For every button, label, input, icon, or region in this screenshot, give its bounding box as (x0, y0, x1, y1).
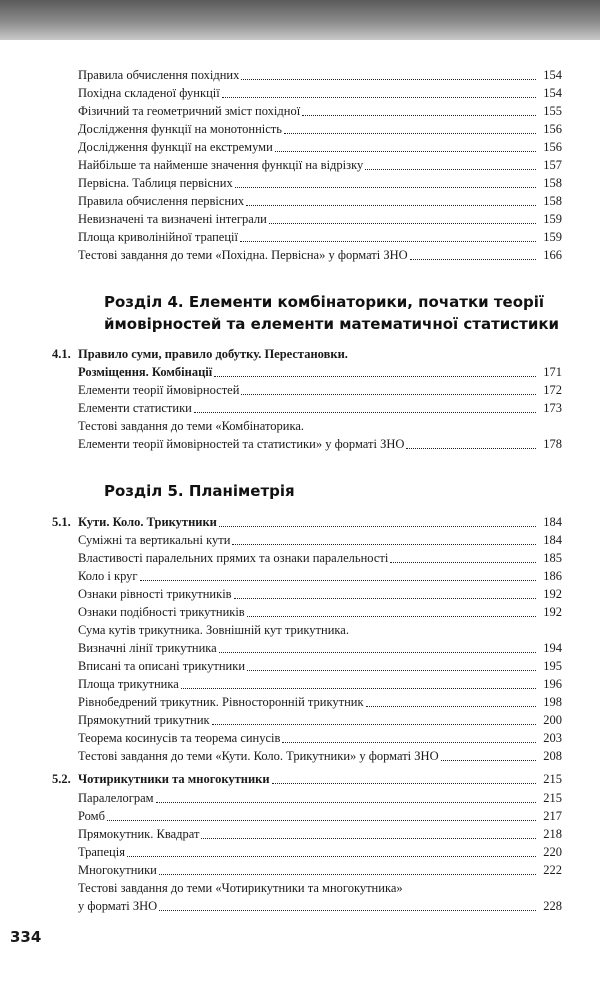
page-number: 334 (10, 928, 42, 946)
toc-entry[interactable] (78, 122, 562, 137)
toc-entry[interactable] (78, 176, 562, 191)
subsection-title-line1[interactable]: Правило суми, правило добутку. Перестановки. (78, 347, 348, 361)
subsection-number: 4.1. (52, 347, 71, 361)
toc-entry[interactable] (78, 641, 562, 656)
toc-entry-title: Дослідження функції на монотонність (78, 122, 282, 136)
dot-leader (275, 151, 536, 152)
toc-entry-page: 228 (543, 899, 562, 913)
dot-leader (241, 394, 536, 395)
toc-entry-page: 220 (543, 845, 562, 859)
toc-entry-page: 156 (543, 122, 562, 136)
toc-entry-page: 154 (543, 86, 562, 100)
dot-leader (156, 802, 536, 803)
toc-entry-title: у форматі ЗНО (78, 899, 158, 913)
toc-entry[interactable] (78, 569, 562, 584)
toc-entry-page: 185 (543, 551, 562, 565)
toc-subsection-entry[interactable] (78, 772, 562, 787)
toc-entry[interactable] (78, 104, 562, 119)
toc-entry-title: Ромб (78, 809, 105, 823)
toc-entry-title: Правила обчислення похідних (78, 68, 240, 82)
toc-entry[interactable] (78, 194, 562, 209)
toc-entry-page: 184 (543, 515, 562, 529)
toc-entry[interactable] (78, 749, 562, 764)
toc-entry-title: Паралелограм (78, 791, 154, 805)
toc-entry-page: 198 (543, 695, 562, 709)
toc-entry[interactable] (78, 230, 562, 245)
dot-leader (366, 706, 536, 707)
toc-entry-page: 203 (543, 731, 562, 745)
toc-entry-title-line1[interactable]: Тестові завдання до теми «Чотирикутники та многокутника» (78, 881, 403, 895)
toc-entry-title: Властивості паралельних прямих та ознаки паралельності (78, 551, 389, 565)
toc-entry-title: Тестові завдання до теми «Кути. Коло. Трикутники» у форматі ЗНО (78, 749, 439, 763)
dot-leader (219, 526, 536, 527)
dot-leader (240, 241, 536, 242)
toc-entry[interactable] (78, 383, 562, 398)
toc-entry-title: Елементи теорії ймовірностей та статистики» у форматі ЗНО (78, 437, 405, 451)
subsection-number: 5.2. (52, 772, 71, 786)
section-heading-4-line1: Розділ 4. Елементи комбінаторики, початки теорії (104, 293, 545, 311)
toc-entry[interactable] (78, 551, 562, 566)
toc-entry-page: 196 (543, 677, 562, 691)
dot-leader (365, 169, 536, 170)
toc-entry-page: 156 (543, 140, 562, 154)
toc-entry-page: 173 (543, 401, 562, 415)
toc-entry-page: 192 (543, 605, 562, 619)
toc-entry[interactable] (78, 212, 562, 227)
toc-entry-page: 166 (543, 248, 562, 262)
toc-entry-page: 200 (543, 713, 562, 727)
toc-entry-title: Коло і круг (78, 569, 138, 583)
toc-entry[interactable] (78, 86, 562, 101)
toc-entry[interactable] (78, 827, 562, 842)
toc-entry[interactable] (78, 605, 562, 620)
toc-entry-page: 195 (543, 659, 562, 673)
toc-entry[interactable] (78, 533, 562, 548)
dot-leader (269, 223, 536, 224)
toc-entry-page: 172 (543, 383, 562, 397)
toc-entry-title: Ознаки подібності трикутників (78, 605, 245, 619)
toc-entry-page: 159 (543, 212, 562, 226)
toc-entry-page: 154 (543, 68, 562, 82)
toc-entry-title: Вписані та описані трикутники (78, 659, 246, 673)
section-heading-5: Розділ 5. Планіметрія (104, 482, 295, 500)
toc-entry-page: 158 (543, 176, 562, 190)
subsection-number: 5.1. (52, 515, 71, 529)
toc-entry-title: Найбільше та найменше значення функції на відрізку (78, 158, 364, 172)
toc-entry-title: Фізичний та геометричний зміст похідної (78, 104, 301, 118)
toc-entry-page: 186 (543, 569, 562, 583)
dot-leader (235, 187, 536, 188)
toc-entry-title: Похідна складеної функції (78, 86, 220, 100)
toc-entry-page: 192 (543, 587, 562, 601)
dot-leader (232, 544, 536, 545)
toc-entry[interactable] (78, 713, 562, 728)
toc-entry-page: 178 (543, 437, 562, 451)
toc-entry-title: Елементи статистики (78, 401, 192, 415)
toc-entry[interactable] (78, 437, 562, 452)
toc-entry-title: Елементи теорії ймовірностей (78, 383, 240, 397)
toc-subsection-entry[interactable] (78, 515, 562, 530)
toc-entry-title: Тестові завдання до теми «Похідна. Первісна» у форматі ЗНО (78, 248, 408, 262)
dot-leader (159, 910, 536, 911)
toc-entry[interactable] (78, 587, 562, 602)
dot-leader (284, 133, 536, 134)
dot-leader (247, 670, 536, 671)
toc-entry-title: Теорема косинусів та теорема синусів (78, 731, 281, 745)
dot-leader (222, 97, 536, 98)
toc-entry-page: 215 (543, 772, 562, 786)
toc-entry-title: Суміжні та вертикальні кути (78, 533, 231, 547)
dot-leader (302, 115, 536, 116)
dot-leader (441, 760, 536, 761)
toc-entry-page: 171 (543, 365, 562, 379)
toc-entry-title: Правила обчислення первісних (78, 194, 245, 208)
toc-entry[interactable] (78, 809, 562, 824)
toc-entry-page: 208 (543, 749, 562, 763)
toc-entry[interactable] (78, 731, 562, 746)
dot-leader (127, 856, 536, 857)
toc-subsection-entry[interactable] (78, 365, 562, 380)
section-heading-4-line2: ймовірностей та елементи математичної статистики (104, 315, 560, 333)
toc-entry-title: Прямокутний трикутник (78, 713, 210, 727)
dot-leader (212, 724, 536, 725)
toc-entry-title: Кути. Коло. Трикутники (78, 515, 217, 529)
toc-entry-page: 194 (543, 641, 562, 655)
toc-entry[interactable] (78, 863, 562, 878)
dot-leader (181, 688, 536, 689)
dot-leader (234, 598, 536, 599)
dot-leader (159, 874, 536, 875)
dot-leader (272, 783, 536, 784)
dot-leader (214, 376, 536, 377)
toc-entry[interactable] (78, 140, 562, 155)
toc-entry-title: Розміщення. Комбінації (78, 365, 213, 379)
toc-entry-title: Ознаки рівності трикутників (78, 587, 232, 601)
toc-entry-page: 222 (543, 863, 562, 877)
dot-leader (107, 820, 536, 821)
dot-leader (282, 742, 536, 743)
toc-entry-title: Прямокутник. Квадрат (78, 827, 200, 841)
toc-entry[interactable] (78, 899, 562, 914)
toc-entry[interactable] (78, 68, 562, 83)
toc-entry-title: Площа криволінійної трапеції (78, 230, 238, 244)
toc-entry-title: Первісна. Таблиця первісних (78, 176, 233, 190)
toc-entry-title: Площа трикутника (78, 677, 179, 691)
toc-entry[interactable] (78, 659, 562, 674)
dot-leader (140, 580, 536, 581)
toc-entry-page: 155 (543, 104, 562, 118)
toc-entry[interactable] (78, 401, 562, 416)
toc-entry-page: 215 (543, 791, 562, 805)
toc-entry-title: Визначні лінії трикутника (78, 641, 217, 655)
dot-leader (406, 448, 536, 449)
toc-entry[interactable] (78, 791, 562, 806)
dot-leader (241, 79, 536, 80)
toc-entry-page: 157 (543, 158, 562, 172)
toc-entry-page: 158 (543, 194, 562, 208)
toc-entry[interactable] (78, 677, 562, 692)
dot-leader (201, 838, 536, 839)
toc-entry-page: 217 (543, 809, 562, 823)
toc-entry[interactable] (78, 248, 562, 263)
toc-entry-title: Чотирикутники та многокутники (78, 772, 270, 786)
toc-entry-title: Невизначені та визначені інтеграли (78, 212, 267, 226)
toc-entry-title: Многокутники (78, 863, 157, 877)
dot-leader (390, 562, 536, 563)
toc-entry-page: 159 (543, 230, 562, 244)
toc-entry-title: Рівнобедрений трикутник. Рівносторонній трикутник (78, 695, 364, 709)
toc-entry-page: 184 (543, 533, 562, 547)
toc-entry-title-line1[interactable]: Тестові завдання до теми «Комбінаторика. (78, 419, 305, 433)
toc-entry-title-line1[interactable]: Сума кутів трикутника. Зовнішній кут трикутника. (78, 623, 349, 637)
toc-entry[interactable] (78, 845, 562, 860)
toc-entry[interactable] (78, 158, 562, 173)
dot-leader (410, 259, 536, 260)
dot-leader (247, 616, 536, 617)
dot-leader (246, 205, 536, 206)
toc-entry-title: Трапеція (78, 845, 125, 859)
dot-leader (219, 652, 536, 653)
toc-entry-page: 218 (543, 827, 562, 841)
dot-leader (194, 412, 536, 413)
toc-entry[interactable] (78, 695, 562, 710)
toc-entry-title: Дослідження функції на екстремуми (78, 140, 273, 154)
